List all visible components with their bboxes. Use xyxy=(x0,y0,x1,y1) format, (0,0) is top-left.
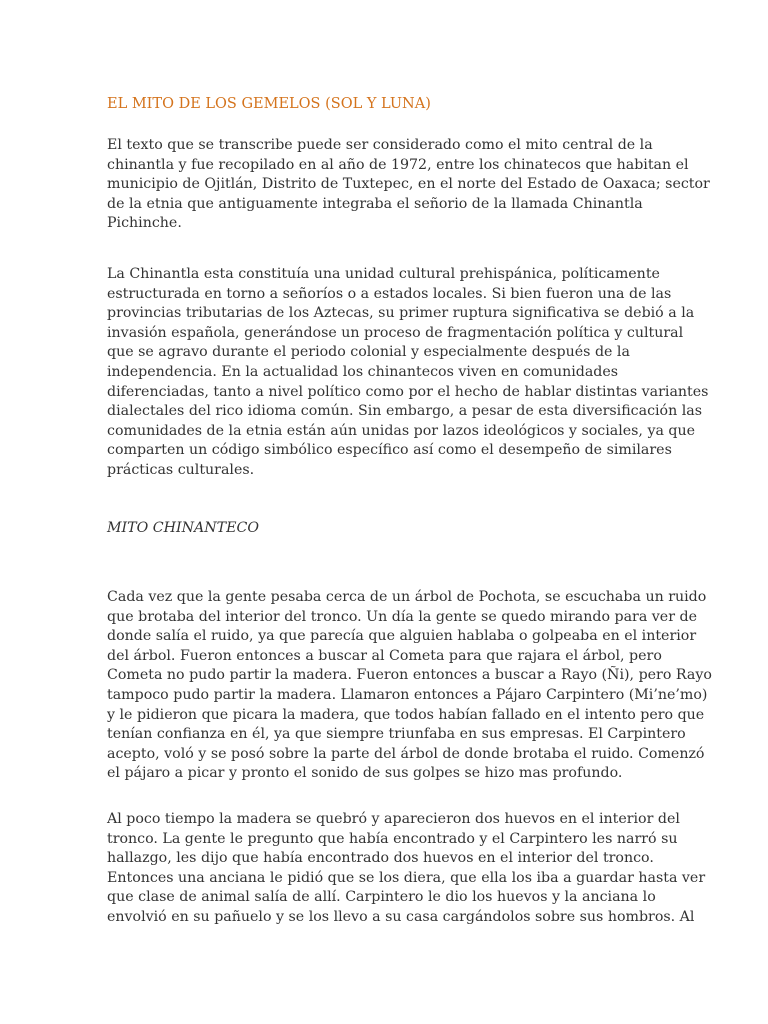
intro-line: de la etnia que antiguamente integraba el señorio de la llamada Chinantla xyxy=(107,195,643,212)
myth-paragraph-1 xyxy=(107,588,712,784)
context-line: comunidades de la etnia están aún unidas por lazos ideológicos y sociales, ya que xyxy=(107,422,696,439)
myth-line: que brotaba del interior del tronco. Un día la gente se quedo mirando para ver de xyxy=(107,608,697,625)
myth-line: Cada vez que la gente pesaba cerca de un árbol de Pochota, se escuchaba un ruido xyxy=(107,589,707,605)
context-line: prácticas culturales. xyxy=(107,461,255,478)
document-title: EL MITO DE LOS GEMELOS (SOL Y LUNA) xyxy=(107,96,431,112)
myth-line: hallazgo, les dijo que había encontrado dos huevos en el interior del tronco. xyxy=(107,850,654,867)
context-line: provincias tributarias de los Aztecas, su primer ruptura significativa se debió a la xyxy=(107,305,695,322)
myth-line: tronco. La gente le pregunto que había encontrado y el Carpintero les narró su xyxy=(107,830,678,847)
intro-paragraph xyxy=(107,136,710,234)
context-line: dialectales del rico idioma común. Sin embargo, a pesar de esta diversificación las xyxy=(107,403,703,420)
myth-paragraph-2 xyxy=(107,810,706,928)
myth-line: Entonces una anciana le pidió que se los diera, que ella los iba a guardar hasta ver xyxy=(107,869,706,886)
myth-line: el pájaro a picar y pronto el sonido de sus golpes se hizo mas profundo. xyxy=(107,765,623,782)
myth-line: donde salía el ruido, ya que parecía que alguien hablaba o golpeaba en el interior xyxy=(107,628,697,645)
intro-line: chinantla y fue recopilado en al año de 1972, entre los chinatecos que habitan el xyxy=(107,156,689,173)
intro-line: El texto que se transcribe puede ser considerado como el mito central de la xyxy=(107,137,653,153)
context-line: diferenciadas, tanto a nivel político como por el hecho de hablar distintas variantes xyxy=(107,383,709,400)
context-line: estructurada en torno a señoríos o a estados locales. Si bien fueron una de las xyxy=(107,285,672,302)
myth-line: que clase de animal salía de allí. Carpintero le dio los huevos y la anciana lo xyxy=(107,889,656,906)
myth-line: tampoco pudo partir la madera. Llamaron entonces a Pájaro Carpintero (Mi’ne’mo) xyxy=(107,686,708,703)
myth-line: Al poco tiempo la madera se quebró y aparecieron dos huevos en el interior del xyxy=(107,811,680,827)
intro-line: Pichinche. xyxy=(107,215,182,232)
myth-line: acepto, voló y se posó sobre la parte del árbol de donde brotaba el ruido. Comenzó xyxy=(107,745,705,762)
context-line: que se agravo durante el periodo colonial y especialmente después de la xyxy=(107,344,630,361)
myth-line: Cometa no pudo partir la madera. Fueron entonces a buscar a Rayo (Ñi), pero Rayo xyxy=(107,667,712,684)
myth-line: envolvió en su pañuelo y se los llevo a su casa cargándolos sobre sus hombros. Al xyxy=(107,908,695,925)
myth-line: del árbol. Fueron entonces a buscar al Cometa para que rajara el árbol, pero xyxy=(107,647,662,664)
context-line: independencia. En la actualidad los chinantecos viven en comunidades xyxy=(107,363,619,380)
context-line: invasión española, generándose un proceso de fragmentación política y cultural xyxy=(107,324,684,341)
myth-line: y le pidieron que picara la madera, que todos habían fallado en el intento pero que xyxy=(107,706,705,723)
context-paragraph xyxy=(107,265,709,481)
section-subtitle: MITO CHINANTECO xyxy=(107,520,259,536)
context-line: La Chinantla esta constituía una unidad cultural prehispánica, políticamente xyxy=(107,266,660,282)
myth-line: tenían confianza en él, ya que siempre triunfaba en sus empresas. El Carpintero xyxy=(107,726,686,743)
intro-line: municipio de Ojitlán, Distrito de Tuxtepec, en el norte del Estado de Oaxaca; sector xyxy=(107,176,710,193)
context-line: comparten un código simbólico específico así como el desempeño de similares xyxy=(107,442,672,459)
